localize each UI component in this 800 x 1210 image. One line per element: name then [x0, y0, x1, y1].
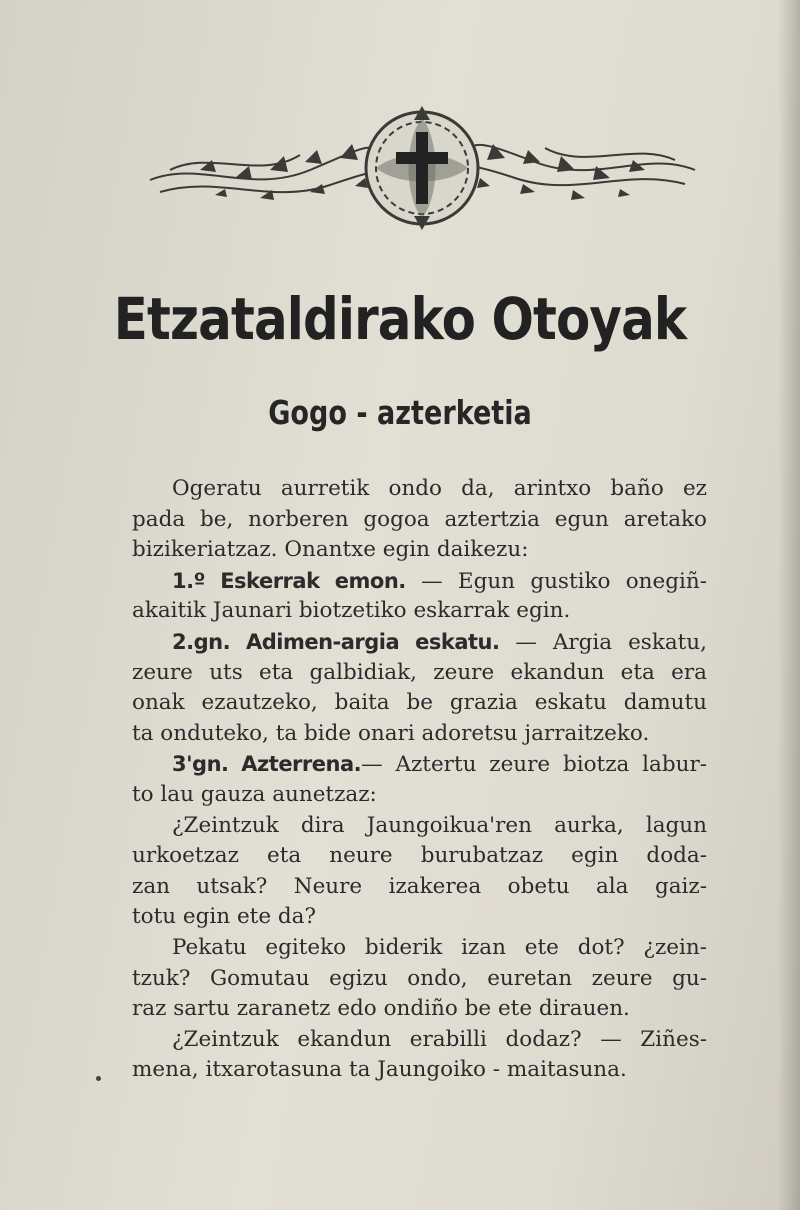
text-fragment: — Aztertu zeure biotza labur-: [361, 752, 708, 778]
text-line: raz sartu zaranetz edo ondiño be ete dirauen.: [132, 996, 630, 1022]
section-heading: 1.º Eskerrak emon.: [172, 568, 406, 593]
body-text: [132, 474, 707, 1086]
cross-ornament-icon: [140, 100, 705, 230]
text-line: ¿Zeintzuk ekandun erabilli dodaz? — Ziñes-: [172, 1026, 707, 1052]
text-line: ¿Zeintzuk dira Jaungoikua'ren aurka, lagun: [172, 812, 707, 838]
text-line: ta onduteko, ta bide onari adoretsu jarraitzeko.: [132, 720, 650, 746]
text-line: zeure uts eta galbidiak, zeure ekandun eta era: [132, 659, 707, 685]
text-line: pada be, norberen gogoa aztertzia egun aretako: [132, 506, 707, 532]
section-heading: 2.gn. Adimen-argia eskatu.: [172, 629, 500, 654]
page-title: Etzataldirako Otoyak: [113, 285, 687, 353]
text-fragment: — Argia eskatu,: [499, 629, 707, 655]
text-line: mena, itxarotasuna ta Jaungoiko - maitasuna.: [132, 1057, 627, 1083]
text-line: onak ezautzeko, baita be grazia eskatu damutu: [132, 690, 707, 716]
text-line: totu egin ete da?: [132, 904, 316, 930]
text-line: [132, 566, 707, 597]
text-line: [132, 749, 707, 780]
text-line: Ogeratu aurretik ondo da, arintxo baño ez: [172, 476, 707, 501]
section-heading: 3'gn. Azterrena.: [172, 752, 362, 777]
text-line: bizikeriatzaz. Onantxe egin daikezu:: [132, 537, 529, 563]
text-line: akaitik Jaunari biotzetiko eskarrak egin.: [132, 598, 571, 624]
text-line: urkoetzaz eta neure burubatzaz egin doda-: [132, 843, 707, 869]
text-line: zan utsak? Neure izakerea obetu ala gaiz-: [132, 873, 707, 899]
text-fragment: — Egun gustiko onegiñ-: [405, 568, 708, 594]
page-edge-shadow: [778, 0, 800, 1210]
text-line: [132, 627, 707, 658]
text-line: to lau gauza aunetzaz:: [132, 781, 377, 807]
section-subtitle: Gogo - azterketia: [268, 393, 532, 432]
text-line: tzuk? Gomutau egizu ondo, euretan zeure gu-: [132, 965, 707, 991]
text-line: Pekatu egiteko biderik izan ete dot? ¿zein-: [172, 934, 707, 960]
margin-dot: [96, 1076, 101, 1081]
